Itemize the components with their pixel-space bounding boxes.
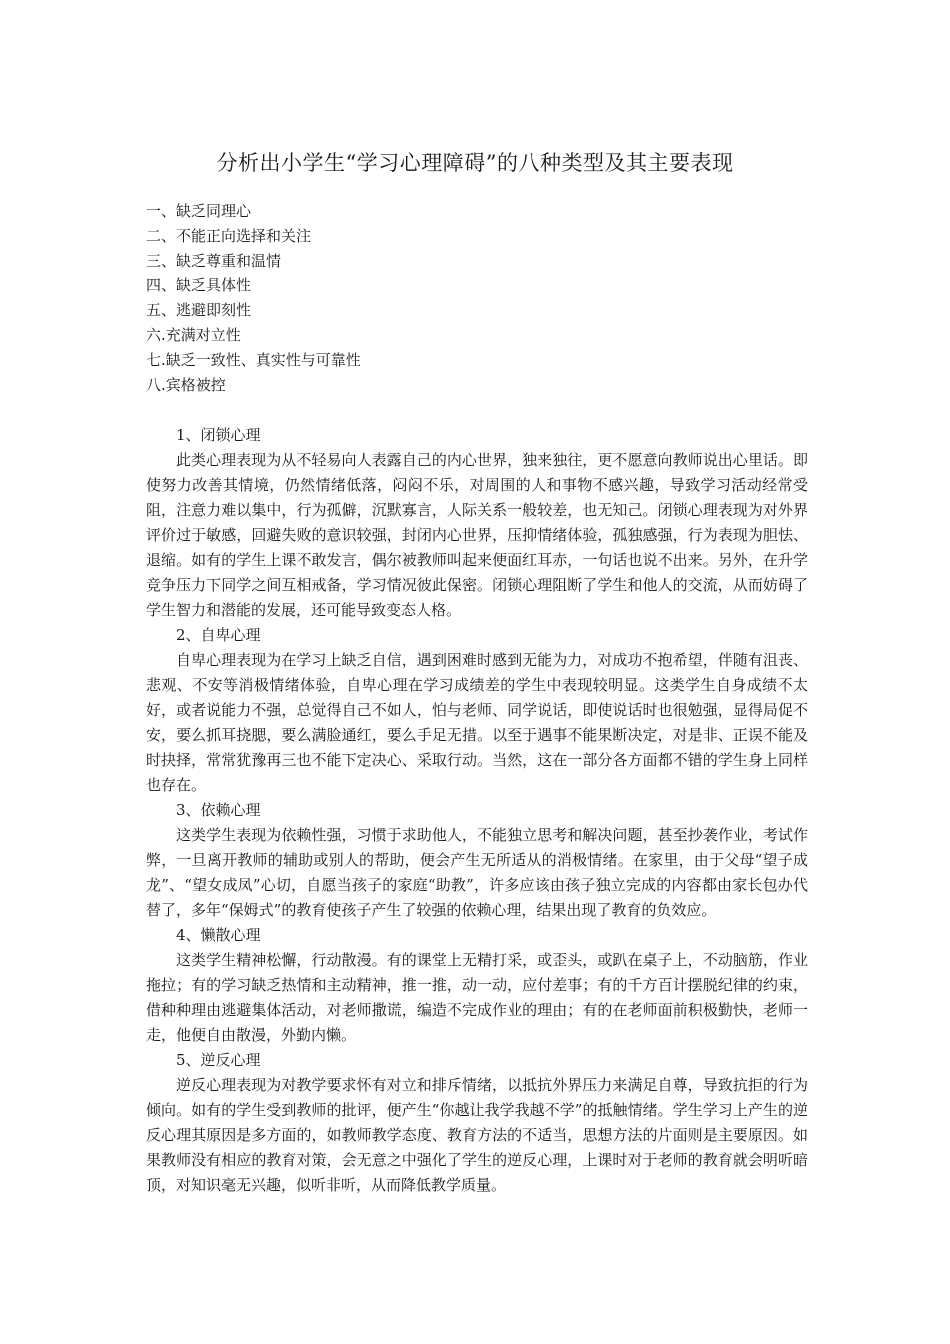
section-laziness (146, 923, 808, 1048)
toc-item: 五、逃避即刻性 (146, 301, 252, 320)
section-inferiority (146, 623, 808, 798)
toc-item: 二、不能正向选择和关注 (146, 226, 312, 245)
section-paragraph: 自卑心理表现为在学习上缺乏自信，遇到困难时感到无能为力，对成功不抱希望，伴随有沮丧、悲观、不安等消极情绪体验，自卑心理在学习成绩差的学生中表现较明显。这类学生自身成绩不太好，或者说能力不强，总觉得自己不如人，怕与老师、同学说话，即使说话时也很勉强，显得局促不安，要么抓耳挠腮，要么满脸通红，要么手足无措。以至于遇事不能果断决定，对是非、正误不能及时抉择，常常犹豫再三也不能下定决心、采取行动。当然，这在一部分各方面都不错的学生身上同样也存在。 (146, 651, 808, 794)
toc-item: 三、缺乏尊重和温情 (146, 251, 282, 270)
toc-item: 四、缺乏具体性 (146, 276, 252, 295)
section-heading: 2、自卑心理 (176, 626, 261, 644)
section-paragraph: 这类学生表现为依赖性强，习惯于求助他人，不能独立思考和解决问题，甚至抄袭作业，考试作弊，一旦离开教师的辅助或别人的帮助，便会产生无所适从的消极情绪。在家里，由于父母“望子成龙”、“望女成凤”心切，自愿当孩子的家庭“助教”，许多应该由孩子独立完成的内容都由家长包办代替了，多年“保姆式”的教育使孩子产生了较强的依赖心理，结果出现了教育的负效应。 (146, 826, 808, 919)
toc-item: 七.缺乏一致性、真实性与可靠性 (146, 350, 361, 369)
toc-item: 一、缺乏同理心 (146, 202, 252, 220)
section-paragraph: 逆反心理表现为对教学要求怀有对立和排斥情绪，以抵抗外界压力来满足自尊，导致抗拒的行为倾向。如有的学生受到教师的批评，便产生“你越让我学我越不学”的抵触情绪。学生学习上产生的逆反心理其原因是多方面的，如教师教学态度、教育方法的不适当，思想方法的片面则是主要原因。如果教师没有相应的教育对策，会无意之中强化了学生的逆反心理，上课时对于老师的教育就会明听暗顶，对知识毫无兴趣，似听非听，从而降低教学质量。 (146, 1076, 808, 1194)
section-dependence (146, 798, 808, 923)
table-of-contents (146, 199, 361, 397)
section-heading: 3、依赖心理 (176, 801, 261, 819)
section-heading: 5、逆反心理 (176, 1051, 261, 1069)
section-closed-mind (146, 423, 808, 623)
toc-item: 六.充满对立性 (146, 325, 241, 344)
document-body (146, 423, 808, 1198)
document-title: 分析出小学生“学习心理障碍”的八种类型及其主要表现 (216, 151, 734, 175)
section-heading: 1、闭锁心理 (176, 426, 261, 444)
toc-item: 八.宾格被控 (146, 375, 226, 394)
section-rebellion (146, 1048, 808, 1198)
section-paragraph: 这类学生精神松懈，行动散漫。有的课堂上无精打采，或歪头，或趴在桌子上，不动脑筋，作业拖拉；有的学习缺乏热情和主动精神，推一推，动一动，应付差事；有的千方百计摆脱纪律的约束，借种种理由逃避集体活动，对老师撒谎，编造不完成作业的理由；有的在老师面前积极勤快，老师一走，他便自由散漫，外勤内懒。 (146, 951, 808, 1044)
section-heading: 4、懒散心理 (176, 926, 261, 944)
section-paragraph: 此类心理表现为从不轻易向人表露自己的内心世界，独来独往，更不愿意向教师说出心里话。即使努力改善其情境，仍然情绪低落，闷闷不乐，对周围的人和事物不感兴趣，导致学习活动经常受阻，注意力难以集中，行为孤僻，沉默寡言，人际关系一般较差，也无知己。闭锁心理表现为对外界评价过于敏感，回避失败的意识较强，封闭内心世界，压抑情绪体验，孤独感强，行为表现为胆怯、退缩。如有的学生上课不敢发言，偶尔被教师叫起来便面红耳赤，一句话也说不出来。另外，在升学竞争压力下同学之间互相戒备，学习情况彼此保密。闭锁心理阻断了学生和他人的交流，从而妨碍了学生智力和潜能的发展，还可能导致变态人格。 (146, 451, 808, 619)
